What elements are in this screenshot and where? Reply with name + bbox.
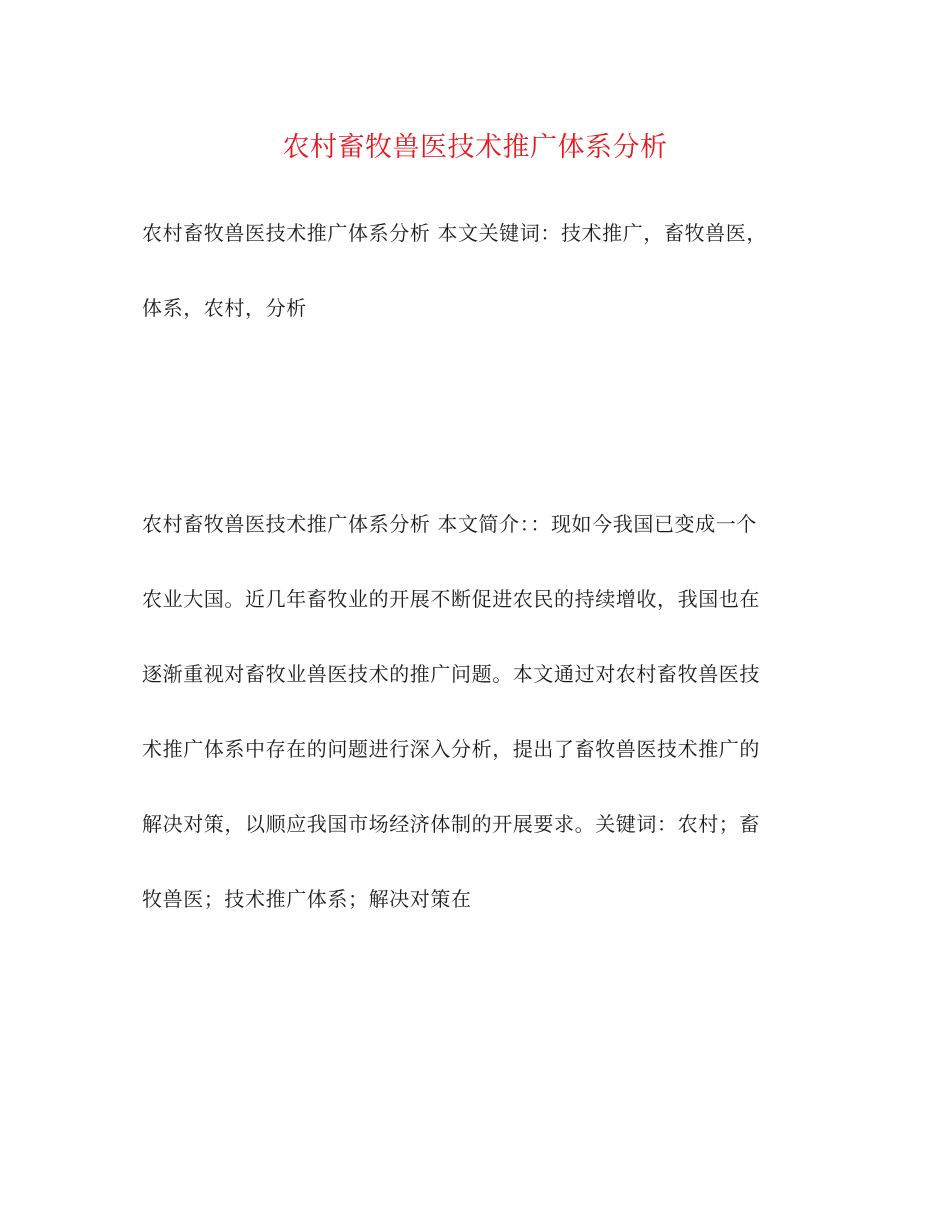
- intro-paragraph: [142, 487, 802, 937]
- keywords-line-2: 体系，农村，分析: [142, 296, 307, 320]
- intro-line-2: 农业大国。近几年畜牧业的开展不断促进农民的持续增收，我国也在: [142, 587, 760, 611]
- intro-line-1: 农村畜牧兽医技术推广体系分析 本文简介：：现如今我国已变成一个: [142, 512, 757, 536]
- intro-line-6: 牧兽医；技术推广体系；解决对策在: [142, 887, 472, 911]
- keywords-paragraph: [142, 196, 802, 346]
- intro-line-5: 解决对策，以顺应我国市场经济体制的开展要求。关键词：农村；畜: [142, 812, 760, 836]
- document-title: 农村畜牧兽医技术推广体系分析: [282, 132, 668, 163]
- keywords-line-1: 农村畜牧兽医技术推广体系分析 本文关键词：技术推广，畜牧兽医，: [142, 221, 767, 245]
- intro-line-4: 术推广体系中存在的问题进行深入分析，提出了畜牧兽医技术推广的: [142, 737, 760, 761]
- intro-line-3: 逐渐重视对畜牧业兽医技术的推广问题。本文通过对农村畜牧兽医技: [142, 662, 760, 686]
